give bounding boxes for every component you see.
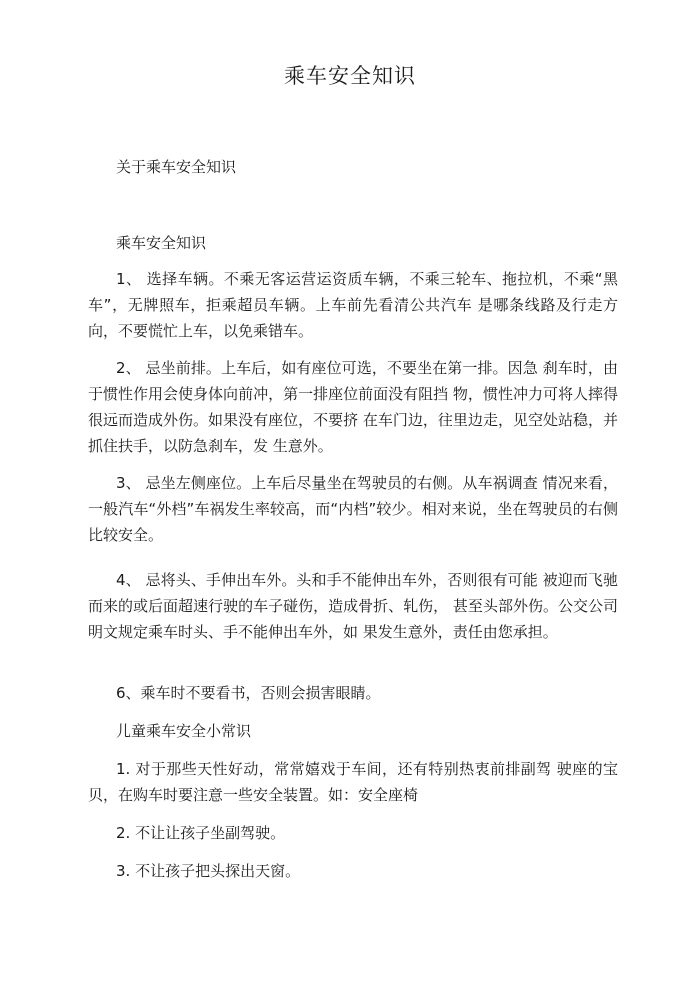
item-2-paragraph: 2、 忌坐前排。上车后，如有座位可选，不要坐在第一排。因急 刹车时，由于惯性作用会使身体向前冲，第一排座位前面没有阻挡 物，惯性冲力可将人摔得很远而造成外伤。如果没有座位，不要挤 在车门边，往里边走，见空处站稳，并抓住扶手，以防急刹车，发 生意外。	[88, 359, 618, 455]
section-heading: 乘车安全知识	[116, 234, 207, 252]
document-title: 乘车安全知识	[284, 64, 416, 88]
children-item-2-paragraph: 2. 不让让孩子坐副驾驶。	[116, 824, 286, 842]
item-4-paragraph: 4、 忌将头、手伸出车外。头和手不能伸出车外，否则很有可能 被迎而飞驰而来的或后面超速行驶的车子碰伤，造成骨折、轧伤， 甚至头部外伤。公交公司明文规定乘车时头、手不能伸出车外，如 果发生意外，责任由您承担。	[88, 571, 618, 641]
about-heading: 关于乘车安全知识	[116, 158, 237, 176]
children-heading: 儿童乘车安全小常识	[116, 722, 252, 740]
item-6-paragraph: 6、乘车时不要看书，否则会损害眼睛。	[116, 684, 381, 702]
item-1-paragraph: 1、 选择车辆。不乘无客运营运资质车辆，不乘三轮车、拖拉机，不乘“黑车”，无牌照车，拒乘超员车辆。上车前先看清公共汽车 是哪条线路及行走方向，不要慌忙上车，以免乘错车。	[88, 270, 618, 340]
children-item-3-paragraph: 3. 不让孩子把头探出天窗。	[116, 862, 301, 880]
children-item-1-paragraph: 1. 对于那些天性好动，常常嬉戏于车间，还有特别热衷前排副驾 驶座的宝贝，在购车时要注意一些安全装置。如：安全座椅	[88, 760, 618, 804]
item-3-paragraph: 3、 忌坐左侧座位。上车后尽量坐在驾驶员的右侧。从车祸调查 情况来看，一般汽车“外档”车祸发生率较高，而“内档”较少。相对来说，坐在驾驶员的右侧比较安全。	[88, 474, 618, 544]
